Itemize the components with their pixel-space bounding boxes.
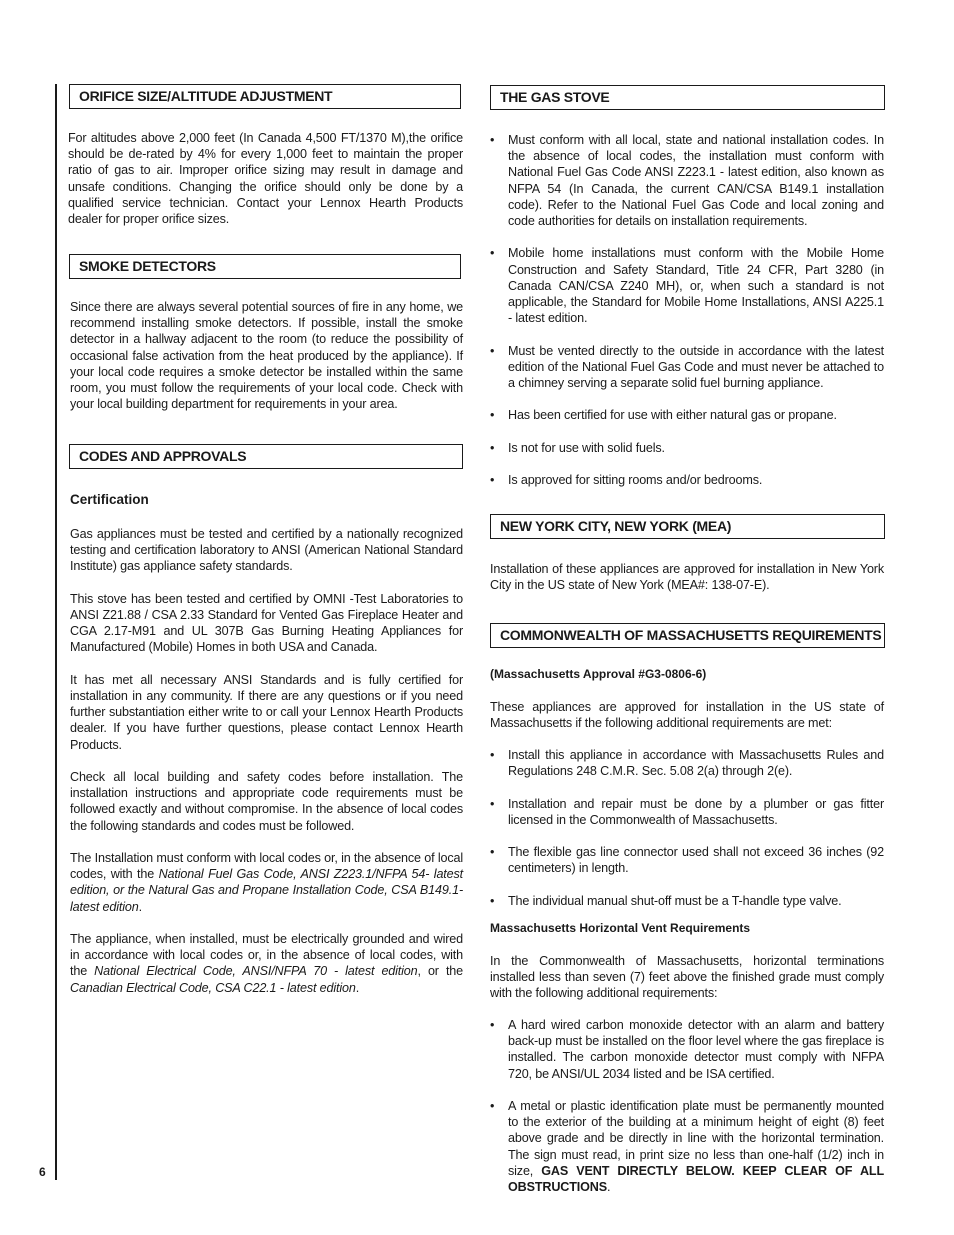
mass-approval-block: [490, 667, 884, 681]
codes-paragraph-1: Gas appliances must be tested and certified by a nationally recognized testing and certification laboratory to ANSI (American National Standard Institute) gas appliance safety standards.: [70, 527, 463, 574]
vent-heading-block: [490, 921, 884, 935]
list-item: • Must conform with all local, state and national installation codes. In the absence of local codes, the installation must conform with National Fuel Gas Code ANSI Z223.1 - latest edition, also known as NFPA 54 (In Canada, the current CAN/CSA B149.1 installation code). Refer to the National Fuel Gas Code and local zoning and code authorities for details on installation requirements.: [490, 133, 884, 229]
vent-bullet-list: [490, 1017, 884, 1195]
nyc-body: Installation of these appliances are approved for installation in New York City in the US state of New York (MEA#: 138-07-E).: [490, 562, 884, 593]
list-item: • Installation and repair must be done by a plumber or gas fitter licensed in the Commonwealth of Massachusetts.: [490, 796, 884, 827]
orifice-section: [69, 84, 461, 109]
mass-section: [490, 623, 885, 648]
stove-list-block: [490, 132, 884, 488]
vent-heading: Massachusetts Horizontal Vent Requirements: [490, 921, 751, 935]
mass-list-block: [490, 747, 884, 909]
stove-bullet-list: [490, 132, 884, 488]
certification-subheading: Certification: [70, 492, 149, 507]
list-item: • Mobile home installations must conform with the Mobile Home Construction and Safety Standard, Title 24 CFR, Part 3280 (in Canada CAN/CSA Z240 MH), or, when such a standard is not applicable, the Standard for Mobile Home Installations, ANSI A225.1 - latest edition.: [490, 246, 884, 326]
vent-list-block: [490, 1017, 884, 1195]
orifice-heading: ORIFICE SIZE/ALTITUDE ADJUSTMENT: [69, 84, 461, 109]
smoke-body-block: [70, 299, 463, 412]
page-margin-rule: [55, 84, 57, 1180]
nyc-body-block: [490, 561, 884, 593]
list-item: • Must be vented directly to the outside in accordance with the latest edition of the National Fuel Gas Code and must never be attached to a chimney serving a separate solid fuel burning appliance.: [490, 343, 884, 391]
list-item: • Install this appliance in accordance with Massachusetts Rules and Regulations 248 C.M.R. Sec. 5.08 2(a) through 2(e).: [490, 748, 884, 779]
codes-paragraph-4: Check all local building and safety codes before installation. The installation instructions and appropriate code requirements must be followed exactly and without compromise. In the absence of local codes the following standards and codes must be followed.: [70, 770, 463, 833]
list-item: • The flexible gas line connector used shall not exceed 36 inches (92 centimeters) in length.: [490, 845, 884, 876]
mass-approval: (Massachusetts Approval #G3-0806-6): [490, 667, 707, 681]
vent-intro-block: [490, 953, 884, 1002]
list-item: • Is not for use with solid fuels.: [490, 440, 665, 455]
list-item: • A hard wired carbon monoxide detector with an alarm and battery back-up must be installed on the floor level where the gas fireplace is installed. The carbon monoxide detector must comply with NFPA 720, be ANSI/UL 2034 listed and be ISA certified.: [490, 1018, 884, 1081]
list-item: • A metal or plastic identification plate must be permanently mounted to the exterior of the building at a minimum height of eight (8) feet above grade and be directly in line with the horizontal termination. The sign must read, in print size no less than one-half (1/2) inch in size, GAS VENT DIRECTLY BELOW. KEEP CLEAR OF ALL OBSTRUCTIONS.: [490, 1099, 884, 1195]
codes-paragraphs: [70, 526, 463, 996]
orifice-body-block: [68, 130, 463, 227]
nyc-section: [490, 514, 885, 539]
mass-intro: These appliances are approved for installation in the US state of Massachusetts if the following additional requirements are met:: [490, 700, 884, 731]
codes-body-block: [70, 492, 463, 507]
list-item: • Has been certified for use with either natural gas or propane.: [490, 408, 837, 423]
vent-intro: In the Commonwealth of Massachusetts, horizontal terminations installed less than seven (7) feet above the finished grade must comply with the following additional requirements:: [490, 954, 884, 1001]
smoke-section: [69, 254, 461, 279]
page-number: 6: [39, 1165, 46, 1179]
mass-heading: COMMONWEALTH OF MASSACHUSETTS REQUIREMENTS: [490, 623, 885, 648]
list-item: • Is approved for sitting rooms and/or bedrooms.: [490, 473, 763, 488]
mass-intro-block: [490, 699, 884, 731]
list-item: • The individual manual shut-off must be a T-handle type valve.: [490, 893, 842, 908]
codes-heading: CODES AND APPROVALS: [69, 444, 463, 469]
nyc-heading: NEW YORK CITY, NEW YORK (MEA): [490, 514, 885, 539]
stove-heading: THE GAS STOVE: [490, 85, 885, 110]
codes-paragraph-2: This stove has been tested and certified by OMNI -Test Laboratories to ANSI Z21.88 / CSA 2.33 Standard for Vented Gas Fireplace Heater and CGA 2.17-M91 and UL 307B Gas Burning Heating Appliances for Manufactured (Mobile) Homes in both USA and Canada.: [70, 591, 463, 655]
codes-section: [69, 444, 463, 469]
stove-section: [490, 85, 885, 110]
smoke-heading: SMOKE DETECTORS: [69, 254, 461, 279]
codes-paragraph-6: The appliance, when installed, must be electrically grounded and wired in accordance with local codes or, in the absence of local codes, with the National Electrical Code, ANSI/NFPA 70 - latest edition, or the Canadian Electrical Code, CSA C22.1 - latest edition.: [70, 932, 463, 995]
smoke-body: Since there are always several potential sources of fire in any home, we recommend installing smoke detectors. If possible, install the smoke detector in a hallway adjacent to the room (to reduce the possibility of occasional false activation from the heat produced by the appliance). If your local code requires a smoke detector be installed within the same room, you must follow the requirements of your local code. Check with your local building department for requirements in your area.: [70, 300, 463, 412]
mass-bullet-list: [490, 747, 884, 909]
codes-paragraph-3: It has met all necessary ANSI Standards and is fully certified for installation in any community. If there are any questions or if you need further substantiation either write to or call your Lennox Hearth Products dealer. If you have further questions, please contact Lennox Hearth Products.: [70, 672, 463, 752]
codes-paragraph-5: The Installation must conform with local codes or, in the absence of local codes, with the National Fuel Gas Code, ANSI Z223.1/NFPA 54- latest edition, or the Natural Gas and Propane Installation Code, CSA B149.1- latest edition.: [70, 851, 463, 914]
orifice-body: For altitudes above 2,000 feet (In Canada 4,500 FT/1370 M),the orifice should be de-rated by 4% for every 1,000 feet to maintain the proper ratio of gas to air. Improper orifice sizing may result in damage and unsafe conditions. Changing the orifice should only be done by a qualified service technician. Contact your Lennox Hearth Products dealer for proper orifice sizes.: [68, 131, 463, 227]
